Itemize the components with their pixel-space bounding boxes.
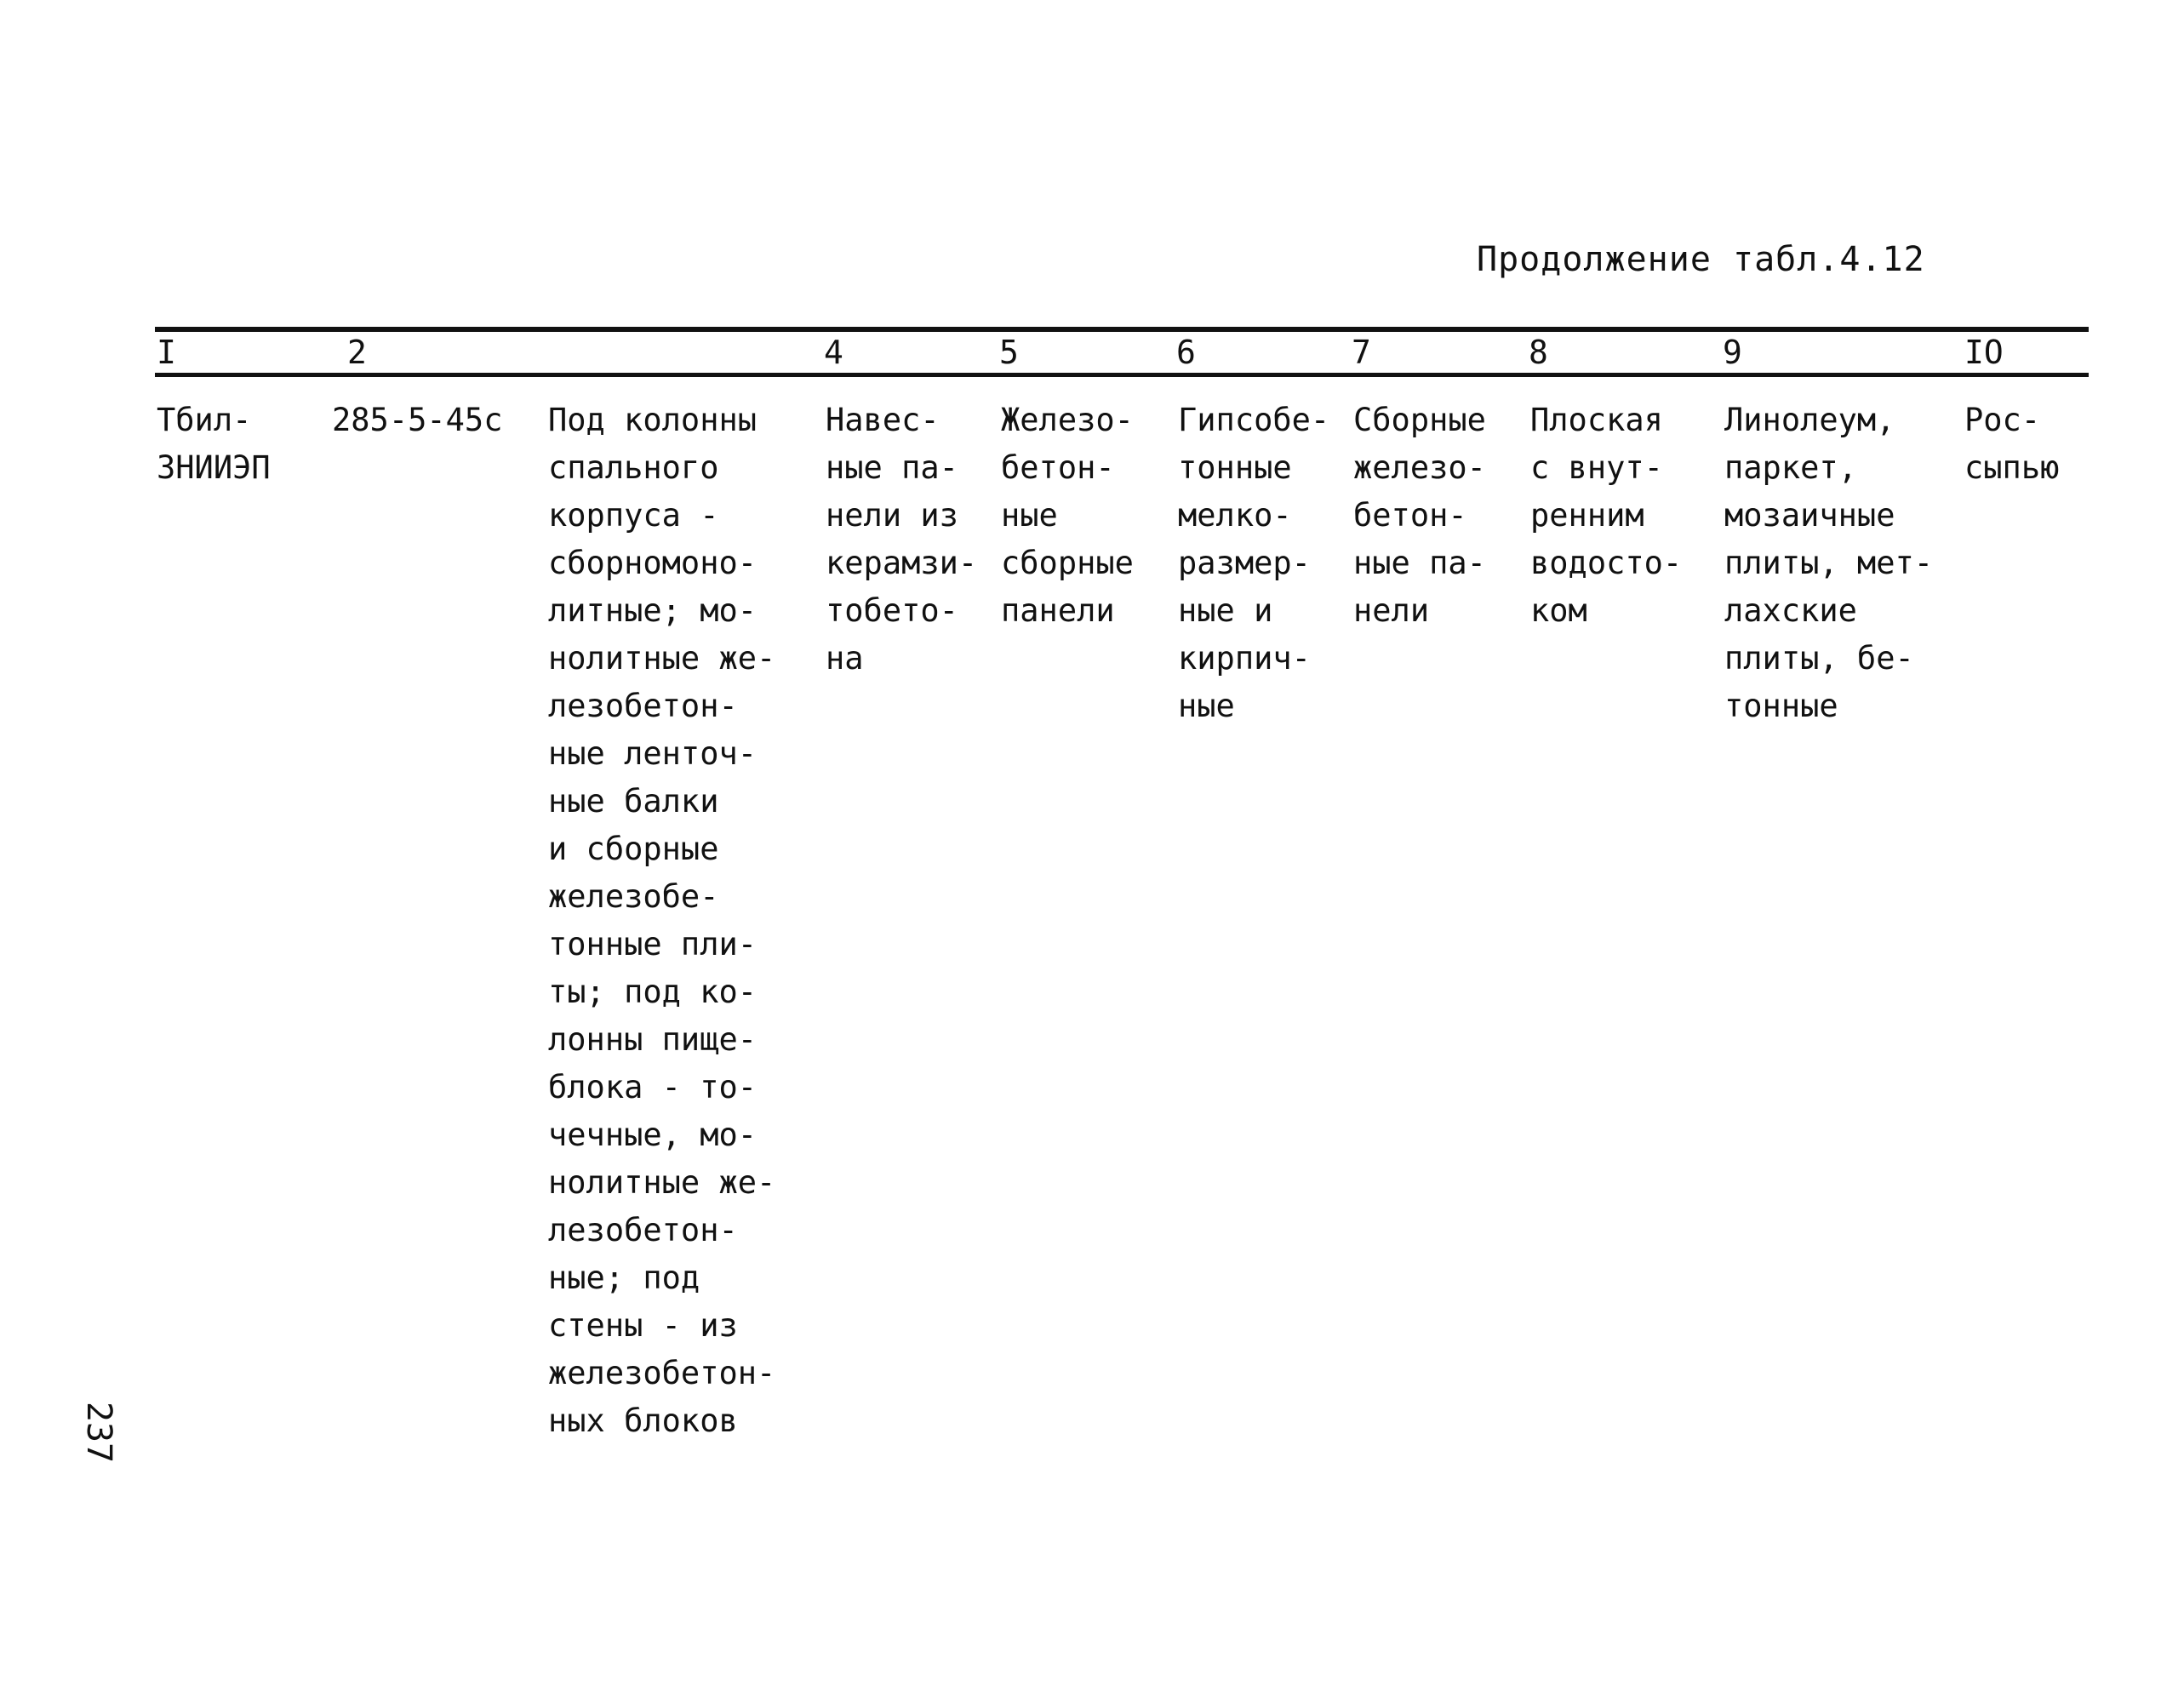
- cell-line: Тбил-: [157, 402, 252, 438]
- cell-line: корпуса -: [548, 497, 719, 534]
- column-header-6: 6: [1176, 334, 1196, 371]
- cell-line: кирпич-: [1178, 640, 1311, 677]
- cell-delivery: [1964, 397, 2059, 492]
- cell-floors: [1724, 397, 1933, 730]
- cell-line: плиты, мет-: [1724, 545, 1934, 581]
- cell-line: железобетон-: [548, 1355, 776, 1391]
- page-number: 237: [79, 1401, 119, 1464]
- cell-line: тобето-: [826, 592, 958, 629]
- cell-line: сборные: [1001, 545, 1134, 581]
- cell-line: Гипсобе-: [1178, 402, 1330, 438]
- column-header-7: 7: [1352, 334, 1371, 371]
- cell-line: тонные: [1724, 688, 1838, 724]
- cell-foundations: [548, 397, 775, 1445]
- table-continuation-caption: Продолжение табл.4.12: [1477, 240, 1925, 279]
- cell-line: паркет,: [1724, 449, 1857, 486]
- cell-line: стены - из: [548, 1307, 738, 1344]
- cell-line: лезобетон-: [548, 1212, 738, 1248]
- cell-line: тонные: [1178, 449, 1292, 486]
- cell-floor-slabs: [1001, 397, 1134, 635]
- cell-line: чечные, мо-: [548, 1117, 757, 1153]
- cell-organization: [157, 397, 271, 492]
- cell-line: железобе-: [548, 878, 719, 915]
- cell-line: нолитные же-: [548, 640, 776, 677]
- cell-line: спального: [548, 449, 719, 486]
- cell-line: ные балки: [548, 783, 719, 820]
- cell-line: ренним: [1530, 497, 1644, 534]
- cell-line: бетон-: [1353, 497, 1467, 534]
- column-header-10: IO: [1964, 334, 2004, 371]
- cell-line: размер-: [1178, 545, 1311, 581]
- cell-line: на: [826, 640, 864, 677]
- cell-line: лонны пище-: [548, 1021, 757, 1058]
- column-header-4: 4: [824, 334, 843, 371]
- cell-line: железо-: [1353, 449, 1486, 486]
- cell-line: и сборные: [548, 831, 719, 867]
- cell-exterior-walls: [826, 397, 977, 683]
- cell-line: Рос-: [1964, 402, 2041, 438]
- cell-line: плиты, бе-: [1724, 640, 1914, 677]
- column-header-2: 2: [347, 334, 367, 371]
- cell-line: нели: [1353, 592, 1430, 629]
- header-bottom-rule: [155, 373, 2089, 377]
- cell-line: ные ленточ-: [548, 735, 757, 772]
- cell-line: лахские: [1724, 592, 1857, 629]
- cell-line: нолитные же-: [548, 1164, 776, 1201]
- cell-partitions: [1178, 397, 1329, 730]
- cell-project-code: [332, 397, 502, 444]
- cell-line: нели из: [826, 497, 958, 534]
- cell-line: Навес-: [826, 402, 940, 438]
- cell-line: Железо-: [1001, 402, 1134, 438]
- cell-line: тонные пли-: [548, 926, 757, 963]
- cell-line: Под колонны: [548, 402, 757, 438]
- cell-line: керамзи-: [826, 545, 978, 581]
- cell-line: ЗНИИЭП: [157, 449, 271, 486]
- cell-line: мозаичные: [1724, 497, 1895, 534]
- column-header-1: I: [157, 334, 176, 371]
- cell-line: сборномоно-: [548, 545, 757, 581]
- cell-line: ные: [1001, 497, 1058, 534]
- cell-line: ные па-: [826, 449, 958, 486]
- cell-line: мелко-: [1178, 497, 1292, 534]
- cell-roof-slabs: [1353, 397, 1486, 635]
- cell-line: Линолеум,: [1724, 402, 1895, 438]
- cell-line: лезобетон-: [548, 688, 738, 724]
- table-top-rule: [155, 327, 2089, 332]
- cell-roof-type: [1530, 397, 1682, 635]
- cell-line: бетон-: [1001, 449, 1115, 486]
- column-header-8: 8: [1529, 334, 1548, 371]
- cell-line: ные: [1178, 688, 1235, 724]
- cell-line: ные па-: [1353, 545, 1486, 581]
- cell-line: Сборные: [1353, 402, 1486, 438]
- cell-line: ные и: [1178, 592, 1273, 629]
- cell-line: ных блоков: [548, 1402, 738, 1439]
- cell-line: сыпью: [1964, 449, 2060, 486]
- column-header-9: 9: [1723, 334, 1742, 371]
- cell-line: панели: [1001, 592, 1115, 629]
- cell-line: ком: [1530, 592, 1587, 629]
- cell-line: ты; под ко-: [548, 974, 757, 1010]
- cell-line: блока - то-: [548, 1069, 757, 1105]
- cell-line: водосто-: [1530, 545, 1683, 581]
- cell-line: литные; мо-: [548, 592, 757, 629]
- cell-line: Плоская: [1530, 402, 1663, 438]
- column-header-5: 5: [999, 334, 1019, 371]
- cell-line: с внут-: [1530, 449, 1663, 486]
- cell-line: ные; под: [548, 1260, 700, 1296]
- cell-line: 285-5-45с: [332, 402, 503, 438]
